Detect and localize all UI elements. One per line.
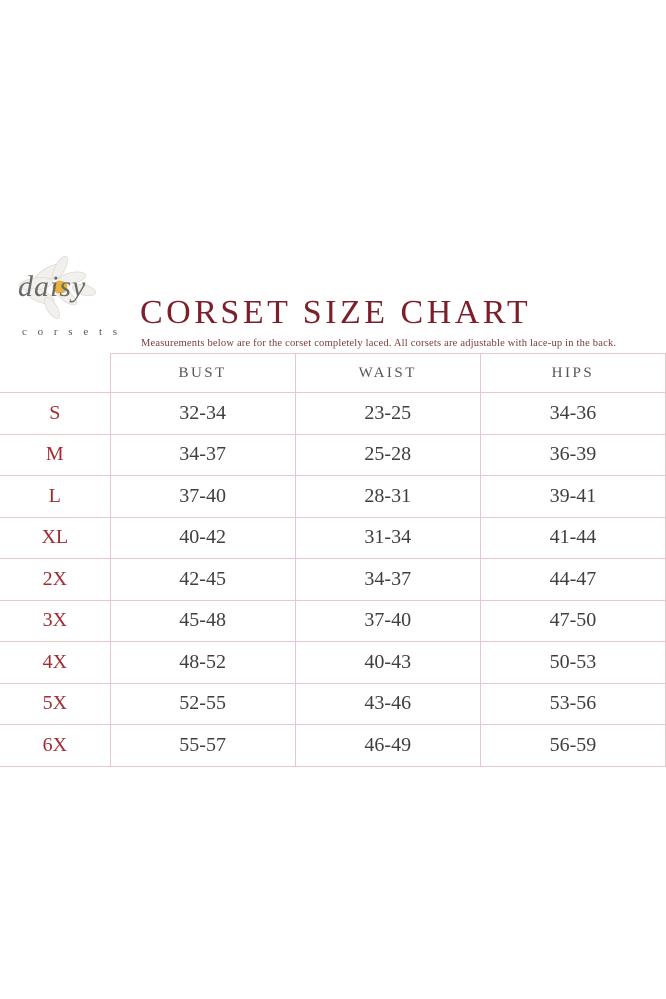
- cell-size: 2X: [0, 559, 110, 601]
- cell-size: L: [0, 476, 110, 518]
- table-row: [0, 434, 666, 476]
- cell-size: 5X: [0, 683, 110, 725]
- cell-waist: 28-31: [295, 476, 480, 518]
- table-row: [0, 559, 666, 601]
- cell-hips: 53-56: [480, 683, 665, 725]
- cell-hips: 34-36: [480, 393, 665, 435]
- cell-waist: 46-49: [295, 725, 480, 767]
- page-title: CORSET SIZE CHART: [140, 294, 532, 331]
- cell-bust: 48-52: [110, 642, 295, 684]
- cell-size: 3X: [0, 600, 110, 642]
- cell-bust: 55-57: [110, 725, 295, 767]
- table-row: [0, 476, 666, 518]
- cell-hips: 47-50: [480, 600, 665, 642]
- cell-size: S: [0, 393, 110, 435]
- cell-hips: 39-41: [480, 476, 665, 518]
- cell-waist: 40-43: [295, 642, 480, 684]
- cell-hips: 56-59: [480, 725, 665, 767]
- cell-waist: 37-40: [295, 600, 480, 642]
- cell-size: 6X: [0, 725, 110, 767]
- cell-bust: 32-34: [110, 393, 295, 435]
- table-row: [0, 725, 666, 767]
- table-row: [0, 683, 666, 725]
- size-chart-table: [0, 353, 666, 767]
- cell-bust: 37-40: [110, 476, 295, 518]
- title-block: [138, 294, 652, 353]
- chart-note: Measurements below are for the corset completely laced. All corsets are adjustable with lace-up in the back.: [141, 338, 617, 349]
- column-header-waist: WAIST: [295, 354, 480, 393]
- table-row: [0, 517, 666, 559]
- cell-waist: 23-25: [295, 393, 480, 435]
- size-chart-container: [0, 248, 666, 767]
- cell-waist: 25-28: [295, 434, 480, 476]
- cell-bust: 52-55: [110, 683, 295, 725]
- brand-logo: [10, 248, 138, 353]
- cell-size: XL: [0, 517, 110, 559]
- table-row: [0, 642, 666, 684]
- cell-waist: 31-34: [295, 517, 480, 559]
- table-body: [0, 393, 666, 767]
- cell-hips: 44-47: [480, 559, 665, 601]
- table-head: [0, 354, 666, 393]
- cell-hips: 41-44: [480, 517, 665, 559]
- table-header-row: [0, 354, 666, 393]
- cell-hips: 50-53: [480, 642, 665, 684]
- cell-waist: 43-46: [295, 683, 480, 725]
- cell-size: 4X: [0, 642, 110, 684]
- chart-header: [0, 248, 666, 353]
- cell-bust: 42-45: [110, 559, 295, 601]
- cell-bust: 45-48: [110, 600, 295, 642]
- cell-hips: 36-39: [480, 434, 665, 476]
- table-row: [0, 393, 666, 435]
- cell-size: M: [0, 434, 110, 476]
- cell-bust: 34-37: [110, 434, 295, 476]
- column-header-hips: HIPS: [480, 354, 665, 393]
- cell-bust: 40-42: [110, 517, 295, 559]
- column-header-bust: BUST: [110, 354, 295, 393]
- cell-waist: 34-37: [295, 559, 480, 601]
- brand-tagline: c o r s e t s: [22, 326, 122, 338]
- brand-name: daisy: [18, 270, 87, 303]
- column-header-size: [0, 354, 110, 393]
- table-row: [0, 600, 666, 642]
